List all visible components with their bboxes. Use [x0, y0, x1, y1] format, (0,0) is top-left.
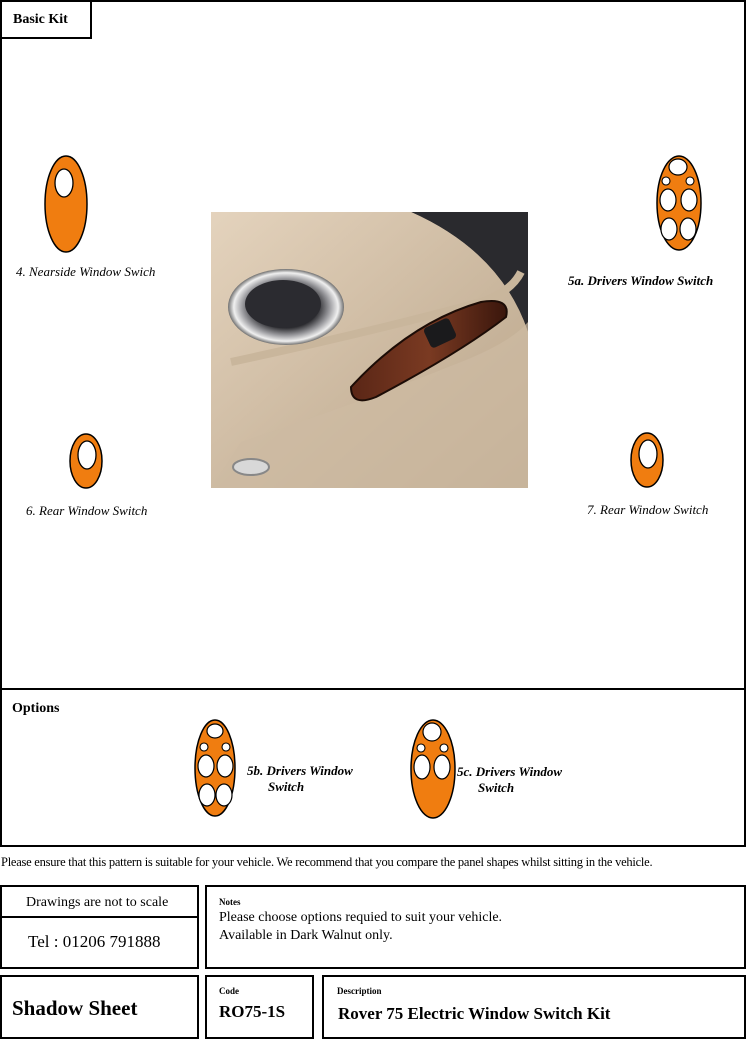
part-7-caption: 7. Rear Window Switch [587, 502, 709, 517]
drivers-switch-5a-shape [655, 153, 703, 253]
code-label: Code [219, 986, 239, 996]
basic-kit-title: Basic Kit [13, 12, 68, 27]
part-5c-caption-line2: Switch [478, 780, 515, 795]
door-panel-photo [211, 212, 528, 488]
notes-line-1: Please choose options requied to suit your vehicle. [219, 910, 503, 925]
part-5b-caption-line2: Switch [268, 779, 305, 794]
product-description: Rover 75 Electric Window Switch Kit [338, 1004, 611, 1023]
notes-label: Notes [219, 897, 241, 907]
part-5a-caption: 5a. Drivers Window Switch [568, 273, 714, 288]
notes-line-2: Available in Dark Walnut only. [219, 928, 393, 943]
options-panel [0, 688, 746, 847]
rear-switch-7-shape [629, 431, 665, 489]
product-code: RO75-1S [219, 1002, 286, 1021]
nearside-switch-shape [43, 153, 89, 255]
phone-number: Tel : 01206 791888 [28, 932, 161, 951]
rear-switch-6-shape [68, 432, 104, 490]
disclaimer-text: Please ensure that this pattern is suitable for your vehicle. We recommend that you compare the panel shapes whilst sitting in the vehicle. [1, 855, 653, 869]
code-box [205, 975, 314, 1039]
part-4-caption: 4. Nearside Window Swich [16, 264, 156, 279]
scale-note-box [0, 885, 199, 918]
drivers-switch-5c-shape [409, 717, 457, 821]
sheet-title-box [0, 975, 199, 1039]
part-5b-caption-line1: 5b. Drivers Window [247, 763, 353, 778]
description-label: Description [337, 986, 382, 996]
description-box [322, 975, 746, 1039]
notes-box [205, 885, 746, 969]
scale-note: Drawings are not to scale [26, 895, 169, 910]
part-6-caption: 6. Rear Window Switch [26, 503, 148, 518]
drivers-switch-5b-shape [193, 717, 237, 819]
basic-kit-tab [0, 0, 92, 39]
part-5c-caption-line1: 5c. Drivers Window [457, 764, 563, 779]
sheet-title: Shadow Sheet [12, 996, 138, 1020]
options-title: Options [12, 701, 60, 716]
phone-box [0, 916, 199, 969]
